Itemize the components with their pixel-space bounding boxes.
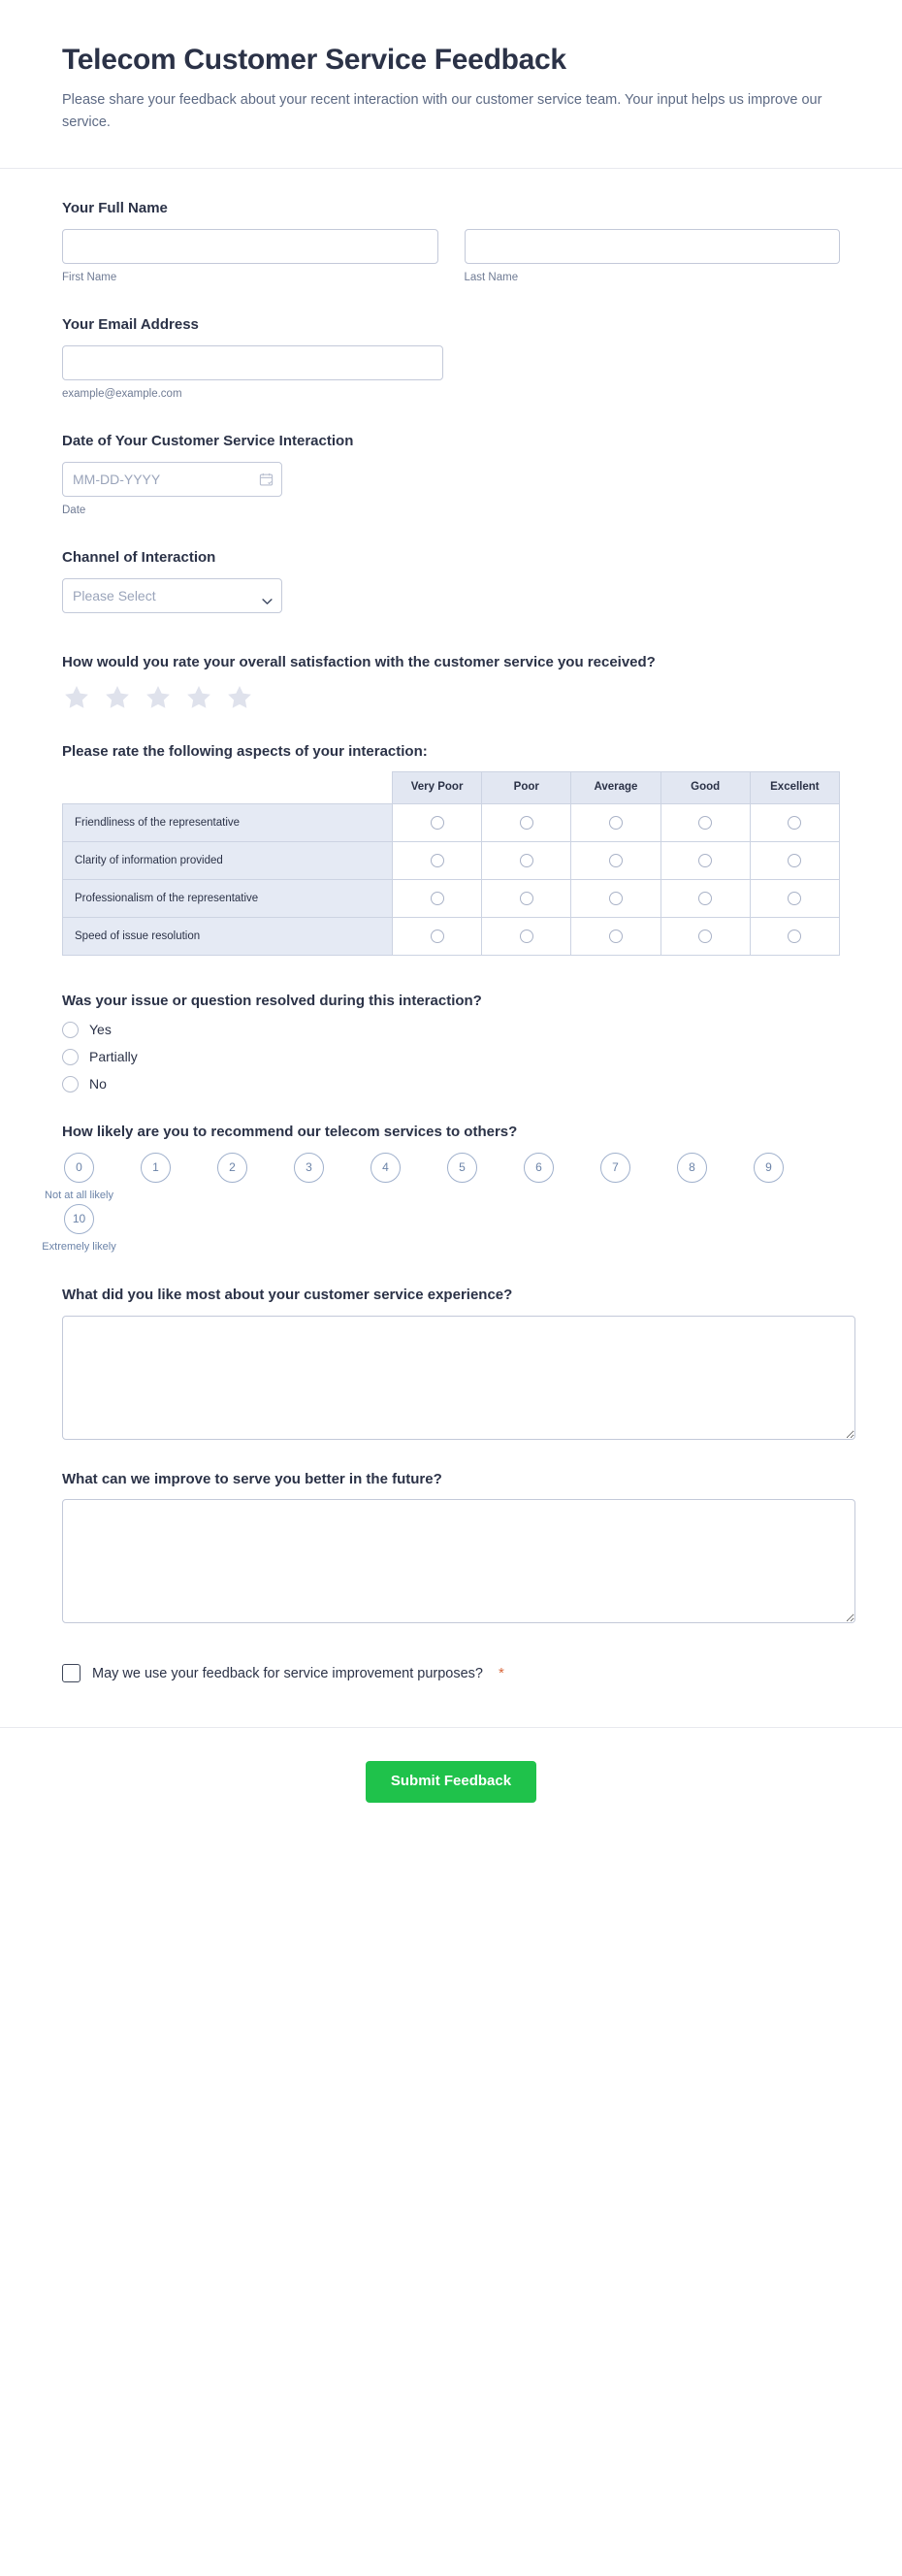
table-row: [63, 804, 840, 842]
question-liked-most: [62, 1285, 840, 1440]
resolved-option-label: Partially: [89, 1048, 138, 1064]
full-name-label: Your Full Name: [62, 199, 168, 216]
nps-item-6: [500, 1153, 577, 1202]
consent-row[interactable]: [62, 1664, 840, 1682]
table-row: [63, 880, 840, 918]
last-name-sublabel: Last Name: [464, 271, 519, 283]
matrix-row-label: Professionalism of the representative: [63, 880, 393, 918]
matrix-cell[interactable]: [571, 918, 660, 956]
matrix-radio[interactable]: [788, 816, 801, 830]
matrix-cell[interactable]: [660, 880, 750, 918]
matrix-cell[interactable]: [393, 804, 482, 842]
matrix-body: [63, 804, 840, 956]
nps-item-7: [577, 1153, 654, 1202]
email-col: [62, 345, 443, 402]
matrix-radio[interactable]: [431, 854, 444, 867]
matrix-radio[interactable]: [431, 892, 444, 905]
resolved-option-no[interactable]: [62, 1076, 840, 1092]
matrix-cell[interactable]: [750, 880, 839, 918]
nps-circle[interactable]: 7: [600, 1153, 630, 1183]
matrix-row-label: Friendliness of the representative: [63, 804, 393, 842]
email-label: Your Email Address: [62, 315, 199, 333]
liked-most-textarea[interactable]: [62, 1316, 855, 1440]
matrix-col-header: Poor: [482, 772, 571, 804]
matrix-col-header: Average: [571, 772, 660, 804]
resolved-option-label: Yes: [89, 1021, 112, 1037]
consent-checkbox[interactable]: [62, 1664, 81, 1682]
form-footer: [0, 1727, 902, 1842]
nps-item-9: [730, 1153, 807, 1202]
star-2-icon[interactable]: [103, 683, 132, 712]
channel-select-wrap: [62, 578, 282, 613]
date-input-wrap: [62, 462, 282, 497]
email-sublabel: example@example.com: [62, 387, 182, 400]
star-4-icon[interactable]: [184, 683, 213, 712]
matrix-head: [63, 772, 840, 804]
matrix-cell[interactable]: [482, 880, 571, 918]
nps-circle[interactable]: 1: [141, 1153, 171, 1183]
matrix-cell[interactable]: [482, 918, 571, 956]
nps-circle[interactable]: 9: [754, 1153, 784, 1183]
table-row: [63, 918, 840, 956]
nps-item-4: [347, 1153, 424, 1202]
matrix-cell[interactable]: [482, 804, 571, 842]
email-input[interactable]: [62, 345, 443, 380]
channel-select[interactable]: [62, 578, 282, 613]
resolved-option-label: No: [89, 1075, 107, 1092]
matrix-corner-cell: [63, 772, 393, 804]
matrix-radio[interactable]: [431, 929, 444, 943]
star-5-icon[interactable]: [225, 683, 254, 712]
resolved-options: [62, 1022, 840, 1092]
matrix-radio[interactable]: [788, 929, 801, 943]
radio-icon[interactable]: [62, 1049, 79, 1065]
matrix-radio[interactable]: [698, 892, 712, 905]
matrix-radio[interactable]: [520, 854, 533, 867]
star-rating-row: [62, 683, 840, 712]
nps-scale: [41, 1153, 807, 1255]
matrix-radio[interactable]: [520, 892, 533, 905]
form-header: [0, 0, 902, 169]
matrix-radio[interactable]: [520, 816, 533, 830]
question-matrix-rating: [62, 741, 840, 957]
table-row: [63, 842, 840, 880]
submit-button[interactable]: Submit Feedback: [366, 1761, 536, 1803]
star-rating-question: How would you rate your overall satisfaction with the customer service you received?: [62, 653, 656, 670]
matrix-col-header: Very Poor: [393, 772, 482, 804]
nps-item-3: [271, 1153, 347, 1202]
matrix-cell[interactable]: [393, 842, 482, 880]
nps-circle[interactable]: 3: [294, 1153, 324, 1183]
resolved-option-partially[interactable]: [62, 1049, 840, 1065]
matrix-cell[interactable]: [482, 842, 571, 880]
matrix-radio[interactable]: [520, 929, 533, 943]
first-name-col: [62, 229, 438, 285]
matrix-radio[interactable]: [698, 816, 712, 830]
matrix-cell[interactable]: [660, 842, 750, 880]
question-nps: [42, 1122, 840, 1255]
nps-circle[interactable]: 10: [64, 1204, 94, 1234]
star-3-icon[interactable]: [144, 683, 173, 712]
radio-icon[interactable]: [62, 1022, 79, 1038]
matrix-cell[interactable]: [750, 918, 839, 956]
matrix-row-label: Speed of issue resolution: [63, 918, 393, 956]
matrix-row-label: Clarity of information provided: [63, 842, 393, 880]
matrix-radio[interactable]: [609, 929, 623, 943]
nps-min-label: Not at all likely: [45, 1189, 113, 1201]
nps-circle[interactable]: 5: [447, 1153, 477, 1183]
question-resolved: [62, 991, 840, 1092]
resolved-question: Was your issue or question resolved during this interaction?: [62, 993, 482, 1010]
full-name-row: [62, 229, 840, 285]
field-email: [62, 314, 840, 402]
required-asterisk: *: [498, 1665, 504, 1682]
matrix-radio[interactable]: [788, 854, 801, 867]
matrix-radio[interactable]: [698, 854, 712, 867]
question-improve: [62, 1469, 840, 1624]
form-body: [0, 169, 902, 1682]
matrix-table: [62, 771, 840, 956]
first-name-sublabel: First Name: [62, 271, 117, 283]
matrix-header-row: [63, 772, 840, 804]
last-name-input[interactable]: [465, 229, 841, 264]
nps-item-5: [424, 1153, 500, 1202]
matrix-cell[interactable]: [571, 804, 660, 842]
matrix-cell[interactable]: [393, 918, 482, 956]
improve-textarea[interactable]: [62, 1499, 855, 1623]
matrix-cell[interactable]: [660, 804, 750, 842]
date-label: Date of Your Customer Service Interaction: [62, 432, 354, 449]
matrix-cell[interactable]: [393, 880, 482, 918]
nps-circle[interactable]: 4: [370, 1153, 401, 1183]
nps-item-0: [41, 1153, 117, 1202]
nps-circle[interactable]: 2: [217, 1153, 247, 1183]
matrix-cell[interactable]: [660, 918, 750, 956]
field-channel: [62, 547, 840, 613]
field-date: [62, 431, 840, 518]
star-1-icon[interactable]: [62, 683, 91, 712]
date-sublabel: Date: [62, 504, 86, 516]
matrix-cell[interactable]: [750, 804, 839, 842]
field-full-name: [62, 198, 840, 285]
nps-question: How likely are you to recommend our telecom services to others?: [62, 1123, 518, 1140]
page-subtitle: Please share your feedback about your recent interaction with our customer service team. Your input helps us improve our service.: [62, 92, 822, 131]
nps-max-label: Extremely likely: [42, 1240, 116, 1253]
matrix-radio[interactable]: [609, 892, 623, 905]
resolved-option-yes[interactable]: [62, 1022, 840, 1038]
question-star-rating: [62, 652, 840, 712]
matrix-cell[interactable]: [750, 842, 839, 880]
matrix-col-header: Excellent: [750, 772, 839, 804]
matrix-radio[interactable]: [431, 816, 444, 830]
radio-icon[interactable]: [62, 1076, 79, 1092]
nps-item-8: [654, 1153, 730, 1202]
matrix-radio[interactable]: [609, 854, 623, 867]
channel-label: Channel of Interaction: [62, 548, 216, 566]
page-title: Telecom Customer Service Feedback: [62, 44, 566, 76]
date-input[interactable]: [62, 462, 282, 497]
nps-item-2: [194, 1153, 271, 1202]
nps-circle[interactable]: 0: [64, 1153, 94, 1183]
nps-circle[interactable]: 8: [677, 1153, 707, 1183]
nps-item-1: [117, 1153, 194, 1202]
liked-most-question: What did you like most about your customer service experience?: [62, 1286, 513, 1303]
last-name-col: [465, 229, 841, 285]
matrix-radio[interactable]: [698, 929, 712, 943]
matrix-cell[interactable]: [571, 842, 660, 880]
matrix-question: Please rate the following aspects of your interaction:: [62, 742, 428, 760]
matrix-radio[interactable]: [609, 816, 623, 830]
improve-question: What can we improve to serve you better in the future?: [62, 1470, 442, 1487]
nps-item-10: [41, 1204, 117, 1254]
first-name-input[interactable]: [62, 229, 438, 264]
nps-circle[interactable]: 6: [524, 1153, 554, 1183]
matrix-cell[interactable]: [571, 880, 660, 918]
matrix-radio[interactable]: [788, 892, 801, 905]
consent-label: May we use your feedback for service improvement purposes?: [92, 1665, 483, 1681]
matrix-col-header: Good: [660, 772, 750, 804]
